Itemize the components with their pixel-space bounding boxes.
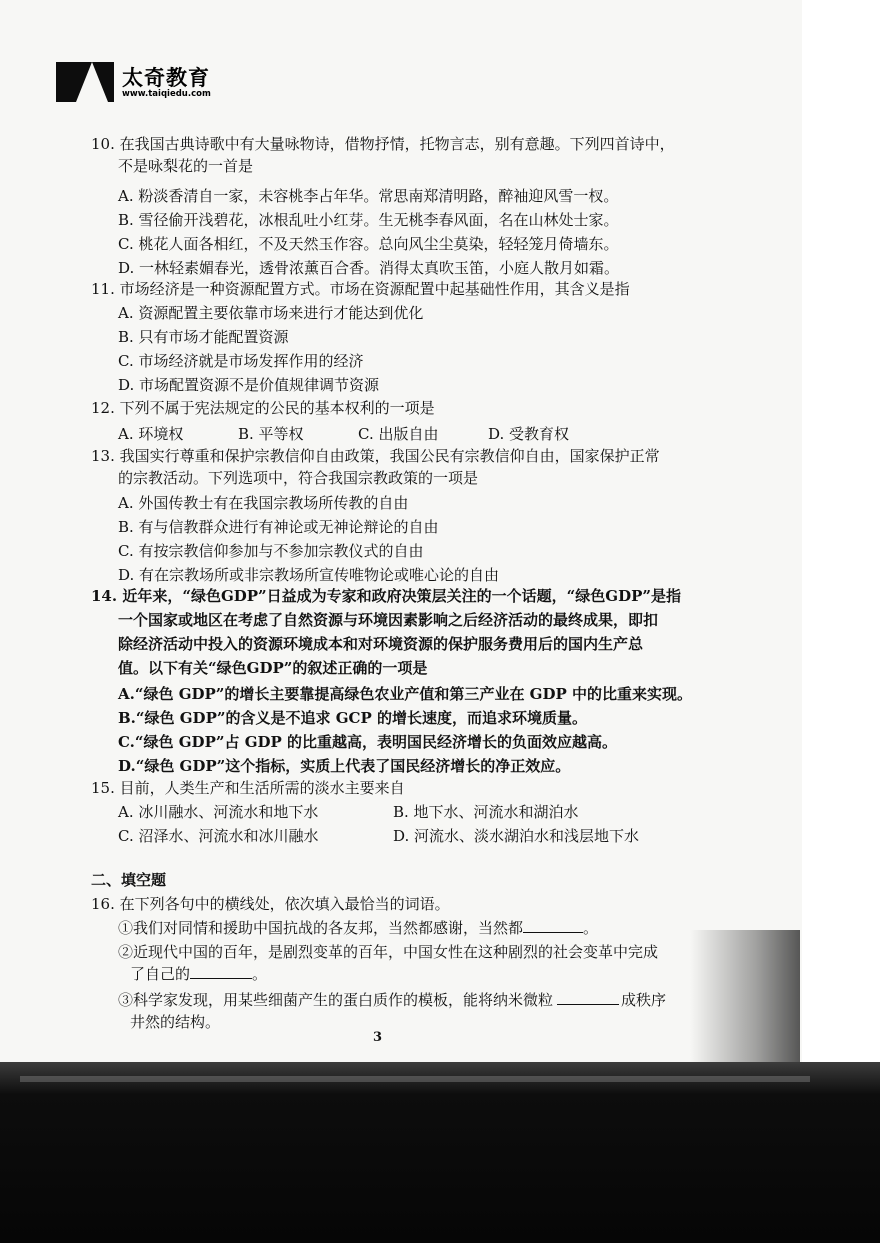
q13-option-d: D. 有在宗教场所或非宗教场所宣传唯物论或唯心论的自由 xyxy=(118,566,500,584)
q16-stem: 16. 在下列各句中的横线处，依次填入最恰当的词语。 xyxy=(91,895,450,913)
q13-option-a: A. 外国传教士有在我国宗教场所传教的自由 xyxy=(118,494,409,512)
page-number: 3 xyxy=(373,1030,383,1045)
q13-stem-line2: 的宗教活动。下列选项中，符合我国宗教政策的一项是 xyxy=(118,469,479,487)
scan-margin xyxy=(802,0,880,1243)
q14-stem-line1: 14. 近年来，“绿色GDP”日益成为专家和政府决策层关注的一个话题，“绿色GDP”是指 xyxy=(91,587,682,605)
q10-option-a: A. 粉淡香清自一家，未容桃李占年华。常思南郑清明路，醉袖迎风雪一杈。 xyxy=(118,187,619,205)
q16-s2b-text: 了自己的 xyxy=(130,965,191,983)
q15-stem: 15. 目前，人类生产和生活所需的淡水主要来自 xyxy=(91,779,405,797)
q15-option-b: B. 地下水、河流水和湖泊水 xyxy=(393,803,579,821)
q12-option-d: D. 受教育权 xyxy=(488,425,570,443)
q15-option-c: C. 沼泽水、河流水和冰川融水 xyxy=(118,827,319,845)
q15-option-a: A. 冰川融水、河流水和地下水 xyxy=(118,803,319,821)
q14-option-b: B.“绿色 GDP”的含义是不追求 GCP 的增长速度，而追求环境质量。 xyxy=(118,709,587,727)
q10-option-c: C. 桃花人面各相红，不及天然玉作容。总向风尘尘莫染，轻轻笼月倚墙东。 xyxy=(118,235,619,253)
taiqi-logo xyxy=(56,62,256,108)
q16-s3a-text: ③科学家发现，用某些细菌产生的蛋白质作的模板，能将纳米微粒 xyxy=(118,991,554,1009)
fill-blank-3[interactable] xyxy=(557,990,619,1005)
q11-option-b: B. 只有市场才能配置资源 xyxy=(118,328,289,346)
q14-option-c: C.“绿色 GDP”占 GDP 的比重越高，表明国民经济增长的负面效应越高。 xyxy=(118,733,618,751)
q16-sentence-3a xyxy=(118,990,666,1010)
fill-blank-2[interactable] xyxy=(190,964,252,979)
q16-s1-text: ①我们对同情和援助中国抗战的各友邦，当然都感谢，当然都 xyxy=(118,919,524,937)
q14-option-d: D.“绿色 GDP”这个指标，实质上代表了国民经济增长的净正效应。 xyxy=(118,757,571,775)
q14-stem-line3: 除经济活动中投入的资源环境成本和对环境资源的保护服务费用后的国内生产总 xyxy=(118,635,644,653)
logo-url: www.taiqiedu.com xyxy=(122,89,211,99)
q16-sentence-2a: ②近现代中国的百年，是剧烈变革的百年，中国女性在这种剧烈的社会变革中完成 xyxy=(118,943,659,961)
q16-s2-end: 。 xyxy=(252,965,268,983)
q12-option-a: A. 环境权 xyxy=(118,425,184,443)
q16-sentence-1 xyxy=(118,918,598,938)
q12-option-c: C. 出版自由 xyxy=(358,425,439,443)
scan-shadow xyxy=(690,930,800,1070)
q13-option-c: C. 有按宗教信仰参加与不参加宗教仪式的自由 xyxy=(118,542,424,560)
logo-mark-icon xyxy=(56,62,114,102)
q14-stem-line4: 值。以下有关“绿色GDP”的叙述正确的一项是 xyxy=(118,659,428,677)
fill-blank-1[interactable] xyxy=(523,918,583,933)
q13-stem-line1: 13. 我国实行尊重和保护宗教信仰自由政策，我国公民有宗教信仰自由，国家保护正常 xyxy=(91,447,660,465)
q16-sentence-2b xyxy=(130,964,267,984)
q15-option-d: D. 河流水、淡水湖泊水和浅层地下水 xyxy=(393,827,640,845)
q14-option-a: A.“绿色 GDP”的增长主要靠提高绿色农业产值和第三产业在 GDP 中的比重来实现。 xyxy=(118,685,692,703)
q10-option-b: B. 雪径偷开浅碧花，冰根乱吐小红芽。生无桃李春风面，名在山林处士家。 xyxy=(118,211,619,229)
q16-sentence-3b: 井然的结构。 xyxy=(130,1013,221,1031)
logo-name: 太奇教育 xyxy=(122,66,210,90)
q12-option-b: B. 平等权 xyxy=(238,425,304,443)
q10-option-d: D. 一林轻素媚春光，透骨浓薰百合香。消得太真吹玉笛，小庭人散月如霜。 xyxy=(118,259,620,277)
q12-stem: 12. 下列不属于宪法规定的公民的基本权利的一项是 xyxy=(91,399,435,417)
q11-option-c: C. 市场经济就是市场发挥作用的经济 xyxy=(118,352,364,370)
q16-s3-mid: 成秩序 xyxy=(621,991,667,1009)
q11-option-a: A. 资源配置主要依靠市场来进行才能达到优化 xyxy=(118,304,424,322)
q10-stem-line1: 10. 在我国古典诗歌中有大量咏物诗，借物抒情，托物言志，别有意趣。下列四首诗中， xyxy=(91,135,675,153)
scan-bottom-edge xyxy=(0,1062,880,1243)
q16-s1-end: 。 xyxy=(583,919,599,937)
section-title: 二、填空题 xyxy=(91,871,167,889)
q10-stem-line2: 不是咏梨花的一首是 xyxy=(118,157,254,175)
q11-option-d: D. 市场配置资源不是价值规律调节资源 xyxy=(118,376,380,394)
q14-stem-line2: 一个国家或地区在考虑了自然资源与环境因素影响之后经济活动的最终成果，即扣 xyxy=(118,611,659,629)
q11-stem: 11. 市场经济是一种资源配置方式。市场在资源配置中起基础性作用，其含义是指 xyxy=(91,280,630,298)
q13-option-b: B. 有与信教群众进行有神论或无神论辩论的自由 xyxy=(118,518,439,536)
